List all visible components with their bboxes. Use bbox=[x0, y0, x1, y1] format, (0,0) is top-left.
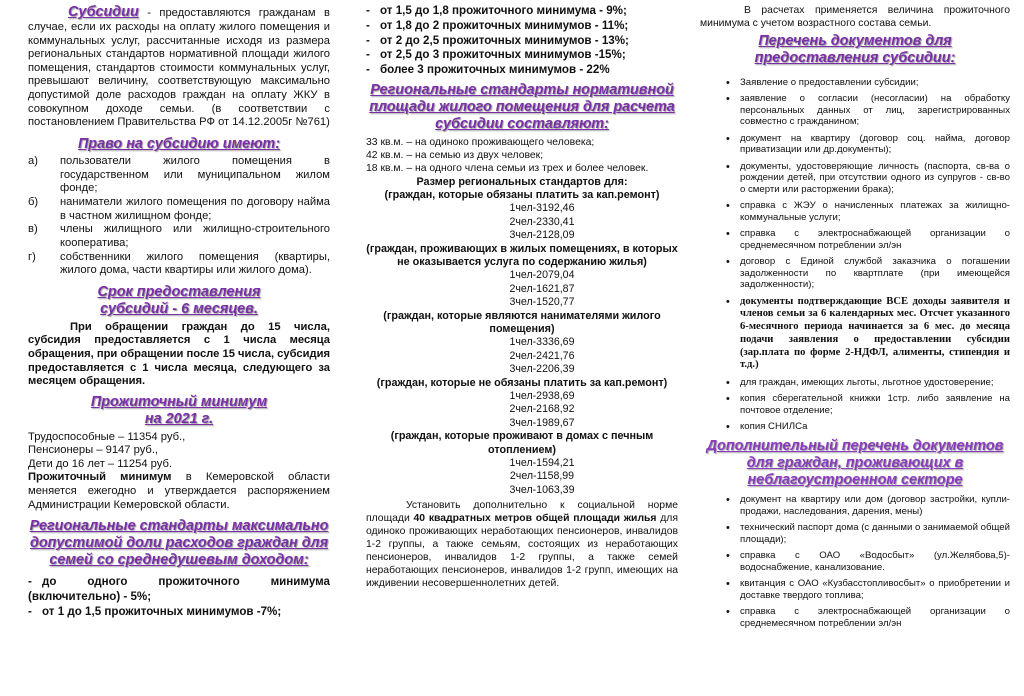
column-right bbox=[700, 0, 1010, 696]
docs-item: • копия сберегательной книжки 1стр. либо заявление на почтовое отделение; bbox=[740, 393, 1010, 416]
standards-group-label: (граждан, которые не обязаны платить за кап.ремонт) bbox=[376, 376, 668, 389]
area-list bbox=[366, 136, 678, 175]
additional-docs-item: • документ на квартиру или дом (договор застройки, купли-продажи, наследования, дарения, мены) bbox=[740, 494, 1010, 517]
right-item-text: собственники жилого помещения (квартиры, жилого дома, части квартиры или жилого дома). bbox=[60, 250, 330, 277]
max-share-item: - от 1 до 1,5 прожиточных минимумов -7%; bbox=[28, 604, 282, 618]
right-item-letter: в) bbox=[28, 223, 38, 236]
additional-docs-item: • технический паспорт дома (с данными о занимаемой общей площади); bbox=[740, 522, 1010, 545]
standards-amount: 1чел-2079,04 bbox=[509, 269, 575, 281]
standards-group bbox=[366, 189, 678, 243]
share-item: - от 2,5 до 3 прожиточных минимумов -15%; bbox=[366, 48, 626, 62]
docs-item: • Заявление о предоставлении субсидии; bbox=[740, 77, 1010, 89]
max-share-item: - до одного прожиточного минимума (включительно) - 5%; bbox=[28, 574, 330, 603]
share-item: - от 2 до 2,5 прожиточных минимумов - 13%; bbox=[366, 33, 629, 47]
max-share-item-text: от 1 до 1,5 прожиточных минимумов -7%; bbox=[42, 604, 282, 618]
standards-amount: 1чел-2938,69 bbox=[509, 389, 575, 402]
standards-amount: 2чел-2168,92 bbox=[509, 403, 575, 416]
minimum-value: Трудоспособные – 11354 руб., bbox=[28, 430, 186, 443]
extra-area-pre: Установить дополнительно к социальной норме площади bbox=[366, 500, 678, 525]
right-item bbox=[28, 155, 330, 196]
standards-amount: 1чел-3336,69 bbox=[509, 335, 575, 348]
extra-area-bold: 40 квадратных метров общей площади жилья bbox=[413, 513, 657, 525]
term-heading bbox=[28, 284, 330, 318]
share-list bbox=[366, 4, 678, 78]
area-heading: Региональные стандарты нормативной площади жилого помещения для расчета субсидии составляют: bbox=[369, 82, 675, 132]
area-line: 18 кв.м. – на одного члена семьи из трех и более человек. bbox=[366, 162, 649, 174]
share-item: - от 1,5 до 1,8 прожиточного минимума - 9%; bbox=[366, 4, 627, 17]
additional-docs-item: • справка с ОАО «Водосбыт» (ул.Желябова,5)- водоснабжение, канализование. bbox=[740, 550, 1010, 573]
standards-amount: 3чел-2206,39 bbox=[509, 363, 575, 376]
standards-amount: 3чел-1520,77 bbox=[509, 296, 575, 309]
intro-text: В расчетах применяется величина прожиточного минимума с учетом возрастного состава семьи. bbox=[700, 5, 1010, 29]
docs-list bbox=[700, 77, 1010, 433]
share-item-text: от 2 до 2,5 прожиточных минимумов - 13%; bbox=[380, 33, 629, 47]
share-item-text: от 1,5 до 1,8 прожиточного минимума - 9%; bbox=[380, 4, 627, 17]
minimum-heading-line-1: Прожиточный минимум bbox=[90, 393, 268, 410]
minimum-heading bbox=[28, 394, 330, 428]
standards-amount: 2чел-2421,76 bbox=[509, 349, 575, 362]
minimum-value: Дети до 16 лет – 11254 руб. bbox=[28, 457, 172, 470]
docs-item: • заявление о согласии (несогласии) на обработку персональных данных от лиц, зарегистрированных совместно с гражданином; bbox=[740, 93, 1010, 128]
share-item: - от 1,8 до 2 прожиточных минимумов - 11%; bbox=[366, 18, 629, 32]
docs-item: • для граждан, имеющих льготы, льготное удостоверение; bbox=[740, 377, 1010, 389]
share-item-text: более 3 прожиточных минимумов - 22% bbox=[380, 63, 610, 77]
subsidy-heading: Субсидии bbox=[68, 4, 139, 20]
docs-item: • копия СНИЛСа bbox=[740, 421, 1010, 433]
minimum-value: Пенсионеры – 9147 руб., bbox=[28, 444, 159, 457]
subsidy-text: - предоставляются гражданам в случае, если их расходы на оплату жилого помещения и коммунальных услуг, рассчитанные исходя из размера региональных стандартов нормативной площади жилого помещения, стандартов стоимости коммунальных услуг, превышают величину, соответствующую максимально допустимой доле расходов граждан на оплату ЖКУ в совокупном доходе семьи. (в соответствии с постановлением Правительства РФ от 14.12.2005г №761) bbox=[28, 7, 330, 129]
standards-amount: 3чел-2128,09 bbox=[509, 229, 575, 242]
docs-item: • справка с ЖЭУ о начисленных платежах за жилищно-коммунальные услуги; bbox=[740, 200, 1010, 223]
extra-area-paragraph bbox=[366, 499, 678, 590]
column-middle bbox=[366, 0, 678, 696]
term-heading-line-2: субсидий - 6 месяцев. bbox=[100, 300, 258, 317]
term-text: При обращении граждан до 15 числа, субсидия предоставляется с 1 числа месяца обращения, при обращении после 15 числа, субсидия предоставляется с 1 числа месяца, следующего за месяцем обращения. bbox=[28, 320, 330, 388]
right-item-text: наниматели жилого помещения по договору найма в частном жилищном фонде; bbox=[60, 195, 330, 222]
area-line: 33 кв.м. – на одиноко проживающего человека; bbox=[366, 136, 595, 148]
right-item bbox=[28, 251, 330, 278]
standards-group bbox=[366, 243, 678, 310]
right-list bbox=[28, 155, 330, 278]
additional-docs-item: • справка с электроснабжающей организации о среднемесячном потреблении эл/эн bbox=[740, 606, 1010, 629]
docs-item: • документ на квартиру (договор соц. найма, договор приватизации или др.документы); bbox=[740, 133, 1010, 156]
term-heading-line-1: Срок предоставления bbox=[97, 283, 261, 300]
minimum-heading-line-2: на 2021 г. bbox=[144, 410, 214, 427]
right-item bbox=[28, 223, 330, 250]
minimum-note-bold: Прожиточный минимум bbox=[28, 471, 172, 484]
docs-item: • справка с электроснабжающей организации о среднемесячном потреблении эл/эн bbox=[740, 228, 1010, 251]
max-share-heading: Региональные стандарты максимально допустимой доли расходов граждан для семей со среднедушевым доходом: bbox=[29, 518, 329, 569]
right-item-text: пользователи жилого помещения в государственном или муниципальном жилом фонде; bbox=[60, 154, 330, 195]
share-item-text: от 2,5 до 3 прожиточных минимумов -15%; bbox=[380, 48, 626, 62]
standards-group-label: (граждан, которые обязаны платить за кап.ремонт) bbox=[384, 188, 660, 201]
docs-heading: Перечень документов для предоставления субсидии: bbox=[754, 33, 956, 66]
max-share-list bbox=[28, 575, 330, 619]
standards-group bbox=[366, 377, 678, 431]
right-item-text: члены жилищного или жилищно-строительного кооператива; bbox=[60, 223, 330, 249]
minimum-note-text: в Кемеровской области меняется ежегодно и утверждается распоряжением Администрации Кемеровской области. bbox=[28, 471, 330, 511]
standards-amount: 2чел-1621,87 bbox=[509, 282, 575, 295]
max-share-item-text: до одного прожиточного минимума (включительно) - 5%; bbox=[28, 574, 330, 603]
standards-amount: 3чел-1063,39 bbox=[509, 483, 575, 496]
extra-area-post: для одиноко проживающих неработающих пенсионеров, инвалидов 1-2 группы, а также семьям, состоящих из неработающих пенсионеров, инвалидов 1-2 группы, а также семей неработающих пенсионеров, инвалидов 1-2 групп, имеющих на иждивении несовершеннолетних детей. bbox=[366, 513, 678, 590]
additional-docs-heading: Дополнительный перечень документов для граждан, проживающих в неблагоустроенном секторе bbox=[706, 437, 1004, 488]
area-line: 42 кв.м. – на семью из двух человек; bbox=[366, 149, 544, 161]
right-heading: Право на субсидию имеют: bbox=[77, 136, 281, 153]
additional-docs-list bbox=[700, 494, 1010, 629]
right-item-letter: б) bbox=[28, 195, 39, 208]
standards-amount: 2чел-1158,99 bbox=[509, 470, 575, 483]
right-item-letter: г) bbox=[28, 250, 36, 263]
standards-heading: Размер региональных стандартов для: bbox=[416, 175, 628, 188]
standards-amount: 1чел-1594,21 bbox=[509, 456, 575, 469]
column-left bbox=[28, 0, 330, 696]
standards-amount: 3чел-1989,67 bbox=[509, 416, 575, 429]
standards-amount: 1чел-3192,46 bbox=[509, 202, 575, 215]
additional-docs-item: • квитанция с ОАО «Кузбасстопливосбыт» о приобретении и доставке твердого топлива; bbox=[740, 578, 1010, 601]
share-item: - более 3 прожиточных минимумов - 22% bbox=[366, 63, 610, 77]
share-item-text: от 1,8 до 2 прожиточных минимумов - 11%; bbox=[380, 18, 629, 32]
standards-group bbox=[366, 310, 678, 377]
standards-group-label: (граждан, которые проживают в домах с печным отоплением) bbox=[390, 430, 654, 456]
standards-group-label: (граждан, которые являются нанимателями жилого помещения) bbox=[383, 309, 661, 335]
docs-item: • договор с Единой службой заказчика о погашении задолженности по квартплате (при имеющейся задолженности); bbox=[740, 256, 1010, 291]
minimum-values bbox=[28, 431, 330, 472]
standards-group-label: (граждан, проживающих в жилых помещениях, в которых не оказывается услуга по содержанию жилья) bbox=[366, 242, 678, 268]
right-item bbox=[28, 196, 330, 223]
right-item-letter: а) bbox=[28, 154, 38, 167]
standards-group bbox=[366, 430, 678, 497]
standards-amount: 2чел-2330,41 bbox=[509, 215, 575, 228]
docs-item: • документы, удостоверяющие личность (паспорта, св-ва о рождении детей, при отсутствии одного из супругов - св-во о смерти или расторжении брака); bbox=[740, 161, 1010, 196]
minimum-note bbox=[28, 471, 330, 512]
subsidy-paragraph bbox=[28, 4, 330, 130]
docs-item-income: • документы подтверждающие ВСЕ доходы заявителя и членов семьи за 6 календарных мес. Отсчет указанного 6-месячного периода начинается за 6 мес. до месяца подачи заявления о предоставлении субсидии (зар.плата по форме 2-НДФЛ, алименты, стипендия и т.д.) bbox=[740, 296, 1010, 372]
